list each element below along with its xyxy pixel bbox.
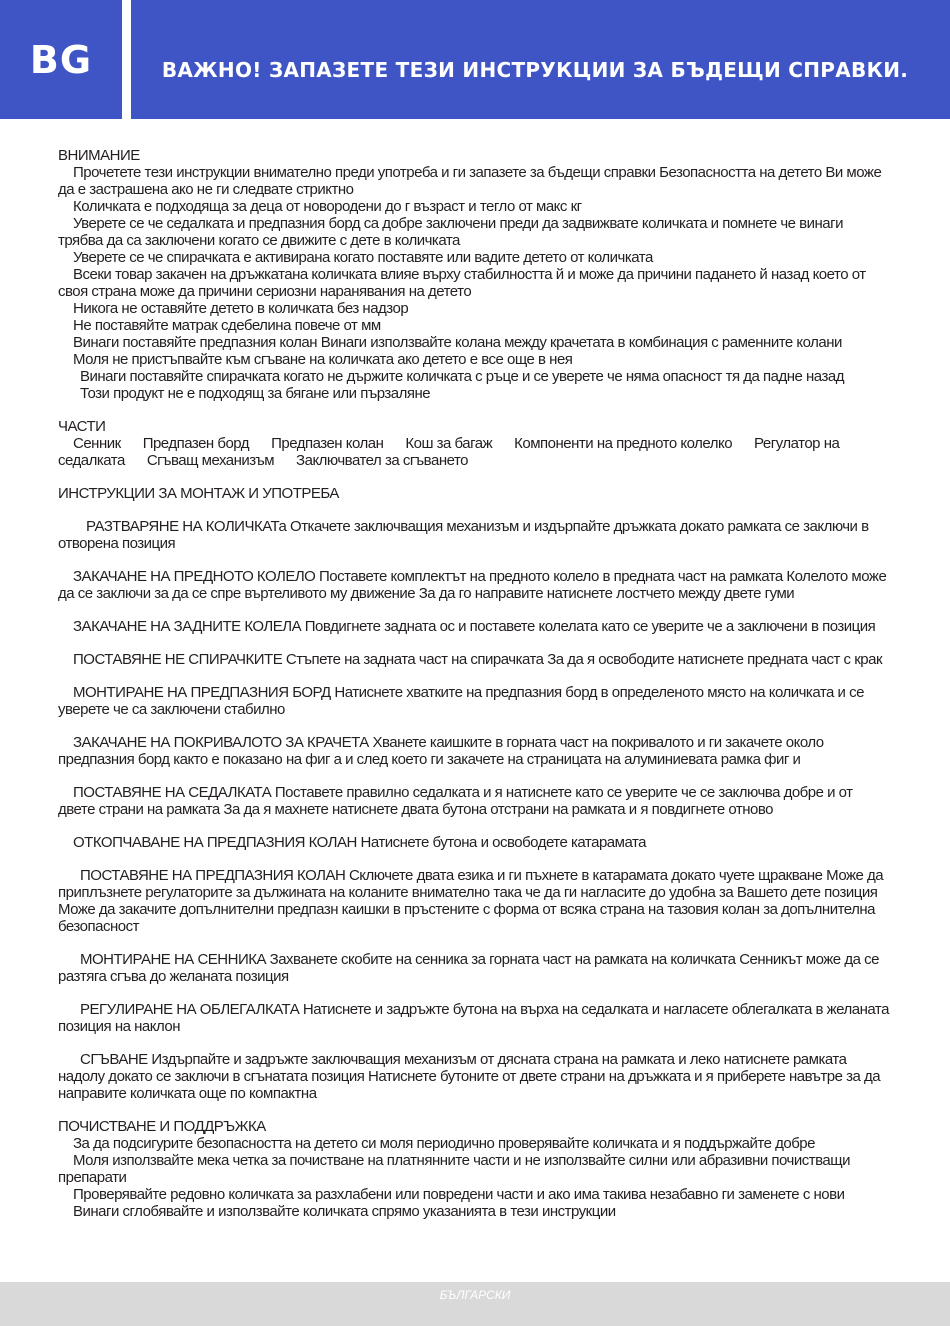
- instruction-step: ПОСТАВЯНЕ НЕ СПИРАЧКИТЕ Стъпете на задната част на спирачката За да я освободите натиснете предната част с крак: [73, 651, 883, 668]
- cleaning-item: Винаги сглобявайте и използвайте количката спрямо указанията в тези инструкции: [73, 1203, 616, 1220]
- footer-bar: [0, 1282, 950, 1326]
- language-code: BG: [29, 37, 93, 82]
- instruction-step: РЕГУЛИРАНЕ НА ОБЛЕГАЛКАТА Натиснете и задръжте бутона на върха на седалката и нагласете облегалката в желаната позиция на наклон: [58, 1001, 889, 1035]
- instruction-step: ОТКОПЧАВАНЕ НА ПРЕДПАЗНИЯ КОЛАН Натиснете бутона и освободете катарамата: [73, 834, 647, 851]
- instructions-heading: ИНСТРУКЦИИ ЗА МОНТАЖ И УПОТРЕБА: [58, 485, 339, 502]
- warning-item: Количката е подходяща за деца от новородени до г възраст и тегло от макс кг: [73, 198, 582, 215]
- instruction-step: МОНТИРАНЕ НА СЕННИКА Захванете скобите на сенника за горната част на рамката на количката Сенникът може да се разтяга сгъва до желаната позиция: [58, 951, 879, 985]
- cleaning-item: За да подсигурите безопасността на детето си моля периодично проверявайте количката и я поддържайте добре: [73, 1135, 815, 1152]
- parts-list: Сенник Предпазен борд Предпазен колан Кош за багаж Компоненти на предното колелко Регулатор на седалката Сгъващ механизъм Заключвател за сгъването: [58, 435, 843, 469]
- cleaning-item: Проверявайте редовно количката за разхлабени или повредени части и ако има такива незабавно ги заменете с нови: [73, 1186, 845, 1203]
- parts-heading: ЧАСТИ: [58, 418, 106, 435]
- instruction-step: МОНТИРАНЕ НА ПРЕДПАЗНИЯ БОРД Натиснете хватките на предпазния борд в определеното място на количката и се уверете че са заключени стабилно: [58, 684, 864, 718]
- cleaning-heading: ПОЧИСТВАНЕ И ПОДДРЪЖКА: [58, 1118, 266, 1135]
- warning-item: Уверете се че спирачката е активирана когато поставяте или вадите детето от количката: [73, 249, 653, 266]
- warning-heading: ВНИМАНИЕ: [58, 147, 140, 164]
- page-title: ВАЖНО! ЗАПАЗЕТЕ ТЕЗИ ИНСТРУКЦИИ ЗА БЪДЕЩИ СПРАВКИ.: [161, 58, 909, 82]
- warning-item: Уверете се че седалката и предпазния борд са добре заключени преди да задвижвате количката и помнете че винаги трябва да са заключени когато се движите с дете в количката: [58, 215, 843, 249]
- document-body: [58, 147, 890, 1220]
- warning-item: Този продукт не е подходящ за бягане или пързаляне: [80, 385, 431, 402]
- instruction-step: РАЗТВАРЯНЕ НА КОЛИЧКАТа Откачете заключващия механизъм и издърпайте дръжката докато рамката се заключи в отворена позиция: [58, 518, 869, 552]
- cleaning-item: Моля използвайте мека четка за почистване на платнянните части и не използвайте силни или абразивни почистващи препарати: [58, 1152, 850, 1186]
- warning-item: Винаги поставяйте спирачката когато не държите количката с ръце и се уверете че няма опасност тя да падне назад: [80, 368, 844, 385]
- warning-item: Винаги поставяйте предпазния колан Винаги използвайте колана между крачетата в комбинация с раменните колани: [73, 334, 842, 351]
- instruction-step: СГЪВАНЕ Издърпайте и задръжте заключващия механизъм от дясната страна на рамката и леко натиснете рамката надолу докато се заключи в сгънатата позиция Натиснете бутоните от двете страни на дръжката и я приберете навътре за да направите количката още по компактна: [58, 1051, 881, 1102]
- warning-item: Никога не оставяйте детето в количката без надзор: [73, 300, 409, 317]
- instruction-step: ЗАКАЧАНЕ НА ЗАДНИТЕ КОЛЕЛА Повдигнете задната ос и поставете колелата като се уверите че а заключени в позиция: [73, 618, 876, 635]
- warning-item: Всеки товар закачен на дръжкатана количката влияе върху стабилността й и може да причини падането й назад което от своя страна може да причини сериозни наранявания на детето: [58, 266, 866, 300]
- instruction-step: ЗАКАЧАНЕ НА ПОКРИВАЛОТО ЗА КРАЧЕТА Хванете каишките в горната част на покривалото и ги закачете около предпазния борд както е показано на фиг а и след което ги закачете на страницата на алуминиевата рамка фиг и: [58, 734, 824, 768]
- warning-item: Моля не пристъпвайте към сгъване на количката ако детето е все още в нея: [73, 351, 573, 368]
- instruction-step: ПОСТАВЯНЕ НА СЕДАЛКАТА Поставете правилно седалката и я натиснете като се уверите че се заключва добре и от двете страни на рамката За да я махнете натиснете двата бутона отстрани на рамката и я повдигнете отново: [58, 784, 853, 818]
- instruction-step: ПОСТАВЯНЕ НА ПРЕДПАЗНИЯ КОЛАН Сключете двата езика и ги пъхнете в катарамата докато чуете щракване Може да приплъзнете регулаторите за дължината на коланите внимателно така че да ги нагласите до удобна за Вашето дете позиция Може да закачите допълнителни предпазн каишки в пръстените с форма от всяка страна на тазовия колан за допълнителна безопасност: [58, 867, 884, 935]
- warning-item: Прочетете тези инструкции внимателно преди употреба и ги запазете за бъдещи справки Безопасността на детето Ви може да е застрашена ако не ги следвате стриктно: [58, 164, 882, 198]
- warning-item: Не поставяйте матрак сдебелина повече от мм: [73, 317, 381, 334]
- footer-language-label: БЪЛГАРСКИ: [439, 1288, 511, 1302]
- instruction-step: ЗАКАЧАНЕ НА ПРЕДНОТО КОЛЕЛО Поставете комплектът на предното колело в предната част на рамката Колелото може да се заключи за да се спре въртеливото му движение За да го направите натиснете лостчето между двете гуми: [58, 568, 887, 602]
- header-divider: [122, 0, 131, 119]
- header-banner: [0, 0, 950, 119]
